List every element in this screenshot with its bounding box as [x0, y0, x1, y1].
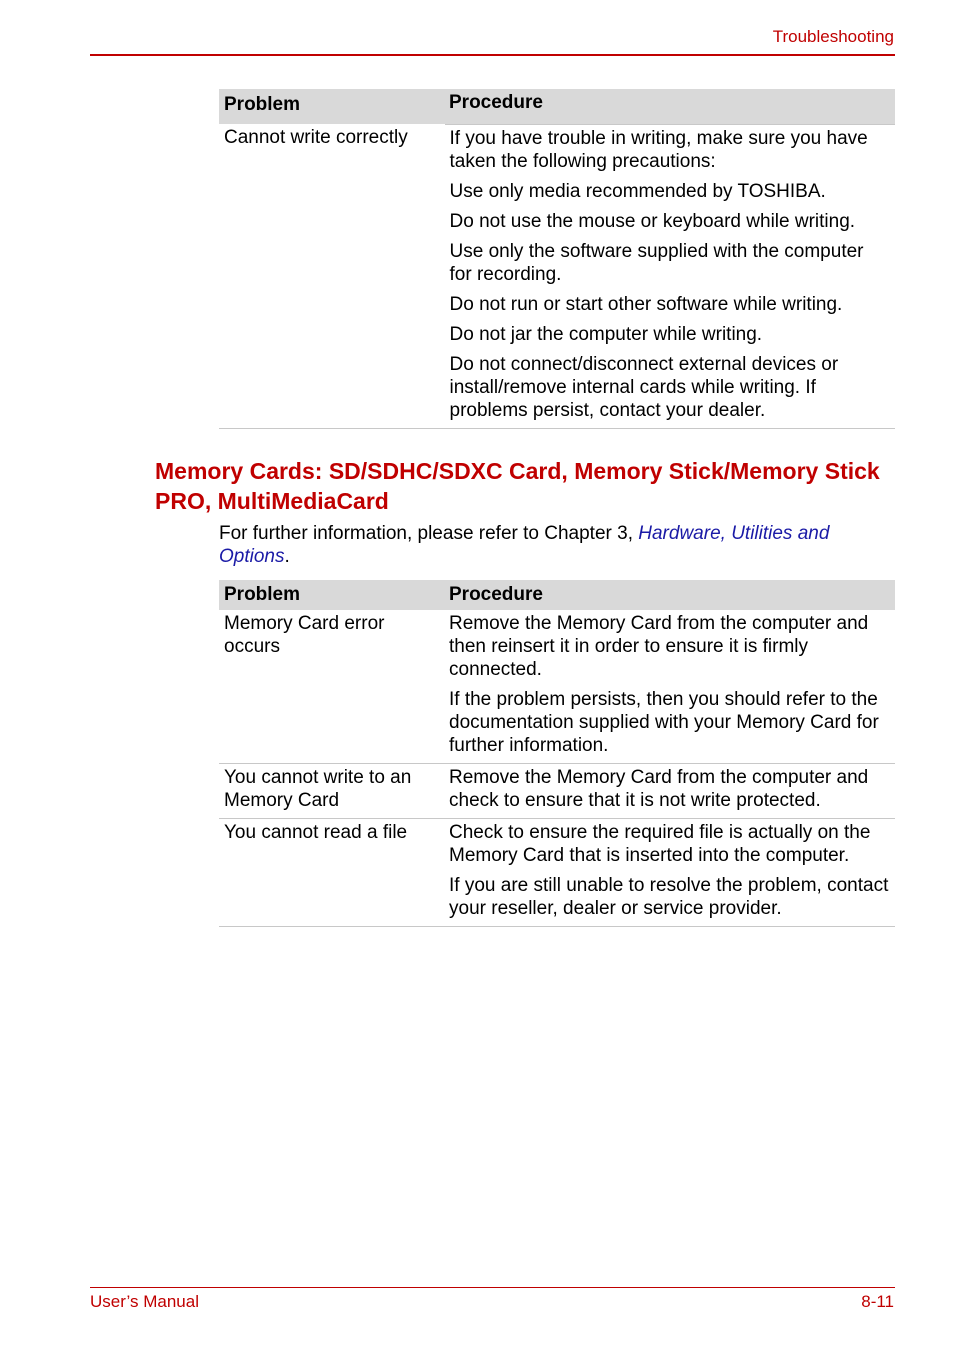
- problem-cell: You cannot write to an Memory Card: [219, 764, 444, 819]
- section-intro: [219, 522, 895, 568]
- procedure-step: Use only media recommended by TOSHIBA.: [449, 180, 826, 202]
- problem-cell: Cannot write correctly: [219, 124, 444, 428]
- procedure-step: Do not run or start other software while writing.: [449, 293, 843, 315]
- table-row: [219, 610, 895, 764]
- procedure-cell: [444, 124, 895, 428]
- procedure-cell: [444, 610, 895, 764]
- troubleshooting-table-memory-cards: [219, 580, 895, 927]
- footer-manual-title: User’s Manual: [90, 1292, 199, 1311]
- table-row: [219, 819, 895, 927]
- procedure-cell: [444, 764, 895, 819]
- problem-cell: You cannot read a file: [219, 819, 444, 927]
- procedure-step: Do not connect/disconnect external devices or install/remove internal cards while writing. If problems persist, contact your dealer.: [449, 353, 839, 421]
- procedure-step: Remove the Memory Card from the computer and check to ensure that it is not write protected.: [449, 767, 869, 811]
- table-header-row: [219, 580, 895, 610]
- procedure-step: Remove the Memory Card from the computer and then reinsert it in order to ensure it is firmly connected.: [449, 613, 869, 680]
- table-row: [219, 764, 895, 819]
- column-header-problem: Problem: [219, 580, 444, 610]
- procedure-step: If you are still unable to resolve the problem, contact your reseller, dealer or service provider.: [449, 875, 889, 919]
- column-header-procedure: Procedure: [444, 89, 895, 124]
- procedure-step: Do not use the mouse or keyboard while writing.: [449, 210, 856, 232]
- intro-suffix: .: [284, 546, 290, 567]
- table-header-row: [219, 89, 895, 124]
- chapter-link[interactable]: Hardware, Utilities and Options: [219, 523, 830, 567]
- procedure-step: Use only the software supplied with the computer for recording.: [449, 240, 864, 285]
- column-header-problem: Problem: [219, 89, 444, 124]
- troubleshooting-table-writing: [219, 89, 895, 429]
- running-header: Troubleshooting: [772, 27, 894, 46]
- column-header-procedure: Procedure: [444, 580, 895, 610]
- problem-cell: Memory Card error occurs: [219, 610, 444, 764]
- header-divider: [90, 54, 895, 56]
- procedure-step: If the problem persists, then you should refer to the documentation supplied with your Memory Card for further information.: [449, 689, 879, 756]
- intro-text: For further information, please refer to Chapter 3,: [219, 523, 639, 544]
- procedure-cell: [444, 819, 895, 927]
- procedure-step: Check to ensure the required file is actually on the Memory Card that is inserted into the computer.: [449, 822, 871, 866]
- footer-divider: [90, 1287, 895, 1288]
- procedure-step: If you have trouble in writing, make sure you have taken the following precautions:: [449, 127, 868, 172]
- procedure-step: Do not jar the computer while writing.: [449, 323, 763, 345]
- section-heading: Memory Cards: SD/SDHC/SDXC Card, Memory Stick/Memory Stick PRO, MultiMediaCard: [155, 458, 880, 514]
- page-number: 8-11: [861, 1292, 894, 1311]
- table-row: [219, 124, 895, 428]
